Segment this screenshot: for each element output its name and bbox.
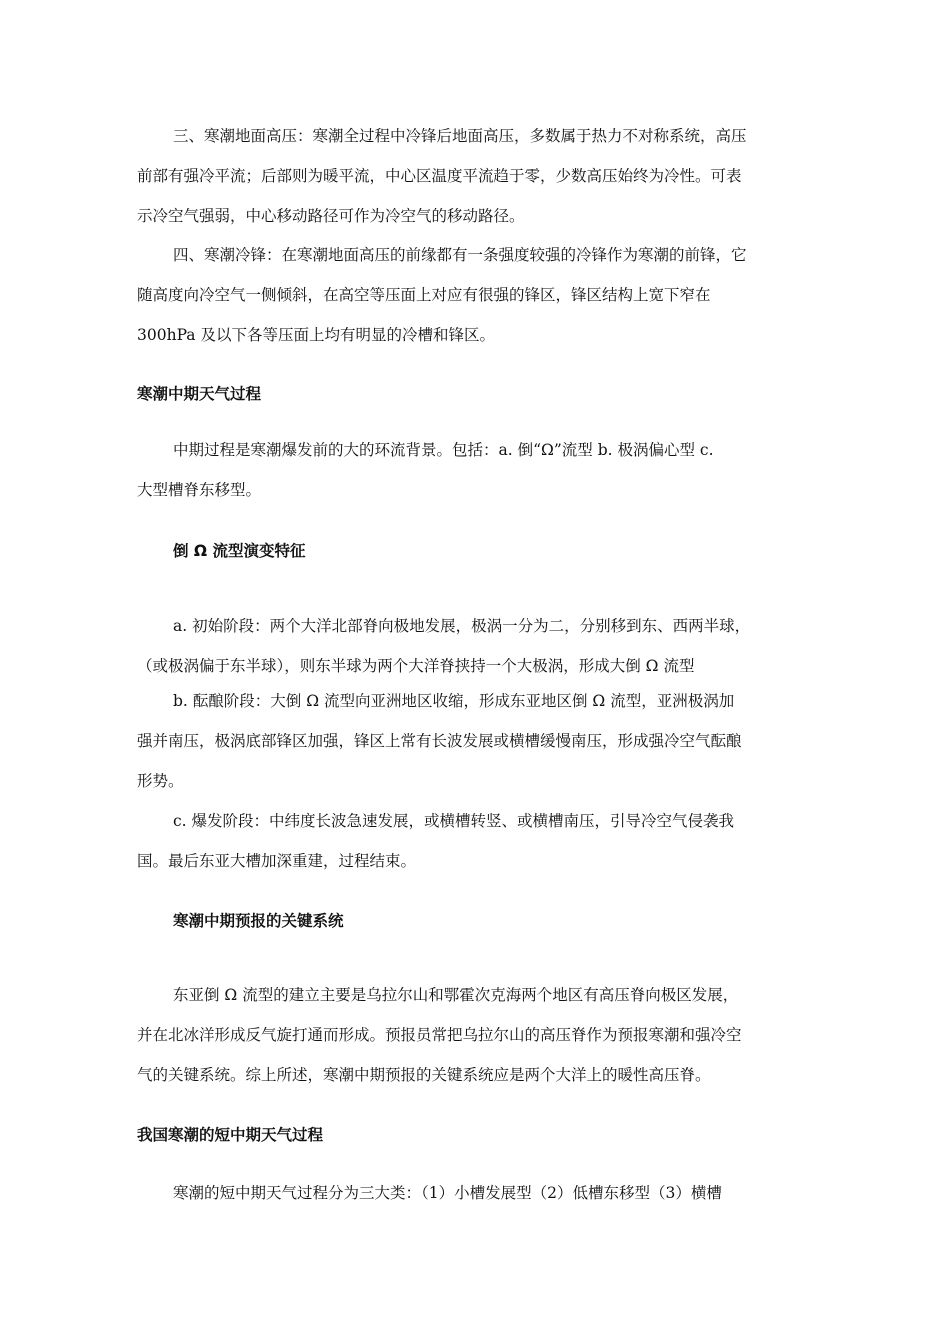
- paragraph-line: 示冷空气强弱，中心移动路径可作为冷空气的移动路径。: [137, 207, 525, 225]
- section-heading: 寒潮中期天气过程: [137, 385, 262, 403]
- paragraph-line: 东亚倒 Ω 流型的建立主要是乌拉尔山和鄂霍次克海两个地区有高压脊向极区发展，: [173, 986, 739, 1004]
- paragraph-line: 中期过程是寒潮爆发前的大的环流背景。包括：a. 倒“Ω”流型 b. 极涡偏心型 c.: [173, 441, 714, 459]
- paragraph-line: 寒潮的短中期天气过程分为三大类：（1）小槽发展型（2）低槽东移型（3）横槽: [173, 1184, 722, 1202]
- paragraph-line: b. 酝酿阶段：大倒 Ω 流型向亚洲地区收缩，形成东亚地区倒 Ω 流型，亚洲极涡加: [173, 692, 735, 710]
- paragraph-line: 气的关键系统。综上所述，寒潮中期预报的关键系统应是两个大洋上的暖性高压脊。: [137, 1066, 711, 1084]
- paragraph-line: 300hPa 及以下各等压面上均有明显的冷槽和锋区。: [137, 326, 495, 344]
- paragraph-line: 国。最后东亚大槽加深重建，过程结束。: [137, 852, 417, 870]
- paragraph-line: 四、寒潮冷锋：在寒潮地面高压的前缘都有一条强度较强的冷锋作为寒潮的前锋，它: [173, 246, 747, 264]
- paragraph-line: 前部有强冷平流；后部则为暖平流，中心区温度平流趋于零，少数高压始终为冷性。可表: [137, 167, 742, 185]
- paragraph-line: 形势。: [137, 772, 184, 790]
- paragraph-line: 强并南压，极涡底部锋区加强，锋区上常有长波发展或横槽缓慢南压，形成强冷空气酝酿: [137, 732, 742, 750]
- subsection-heading: 寒潮中期预报的关键系统: [173, 912, 344, 930]
- paragraph-line: 三、寒潮地面高压：寒潮全过程中冷锋后地面高压，多数属于热力不对称系统，高压: [173, 127, 747, 145]
- paragraph-line: （或极涡偏于东半球），则东半球为两个大洋脊挟持一个大极涡，形成大倒 Ω 流型: [137, 657, 695, 675]
- paragraph-line: 大型槽脊东移型。: [137, 481, 262, 499]
- section-heading: 我国寒潮的短中期天气过程: [137, 1126, 324, 1144]
- paragraph-line: 随高度向冷空气一侧倾斜，在高空等压面上对应有很强的锋区，锋区结构上宽下窄在: [137, 286, 711, 304]
- paragraph-line: a. 初始阶段：两个大洋北部脊向极地发展，极涡一分为二，分别移到东、西两半球，: [173, 617, 751, 635]
- paragraph-line: c. 爆发阶段：中纬度长波急速发展，或横槽转竖、或横槽南压，引导冷空气侵袭我: [173, 812, 735, 830]
- subsection-heading: 倒 Ω 流型演变特征: [173, 542, 306, 560]
- paragraph-line: 并在北冰洋形成反气旋打通而形成。预报员常把乌拉尔山的高压脊作为预报寒潮和强冷空: [137, 1026, 742, 1044]
